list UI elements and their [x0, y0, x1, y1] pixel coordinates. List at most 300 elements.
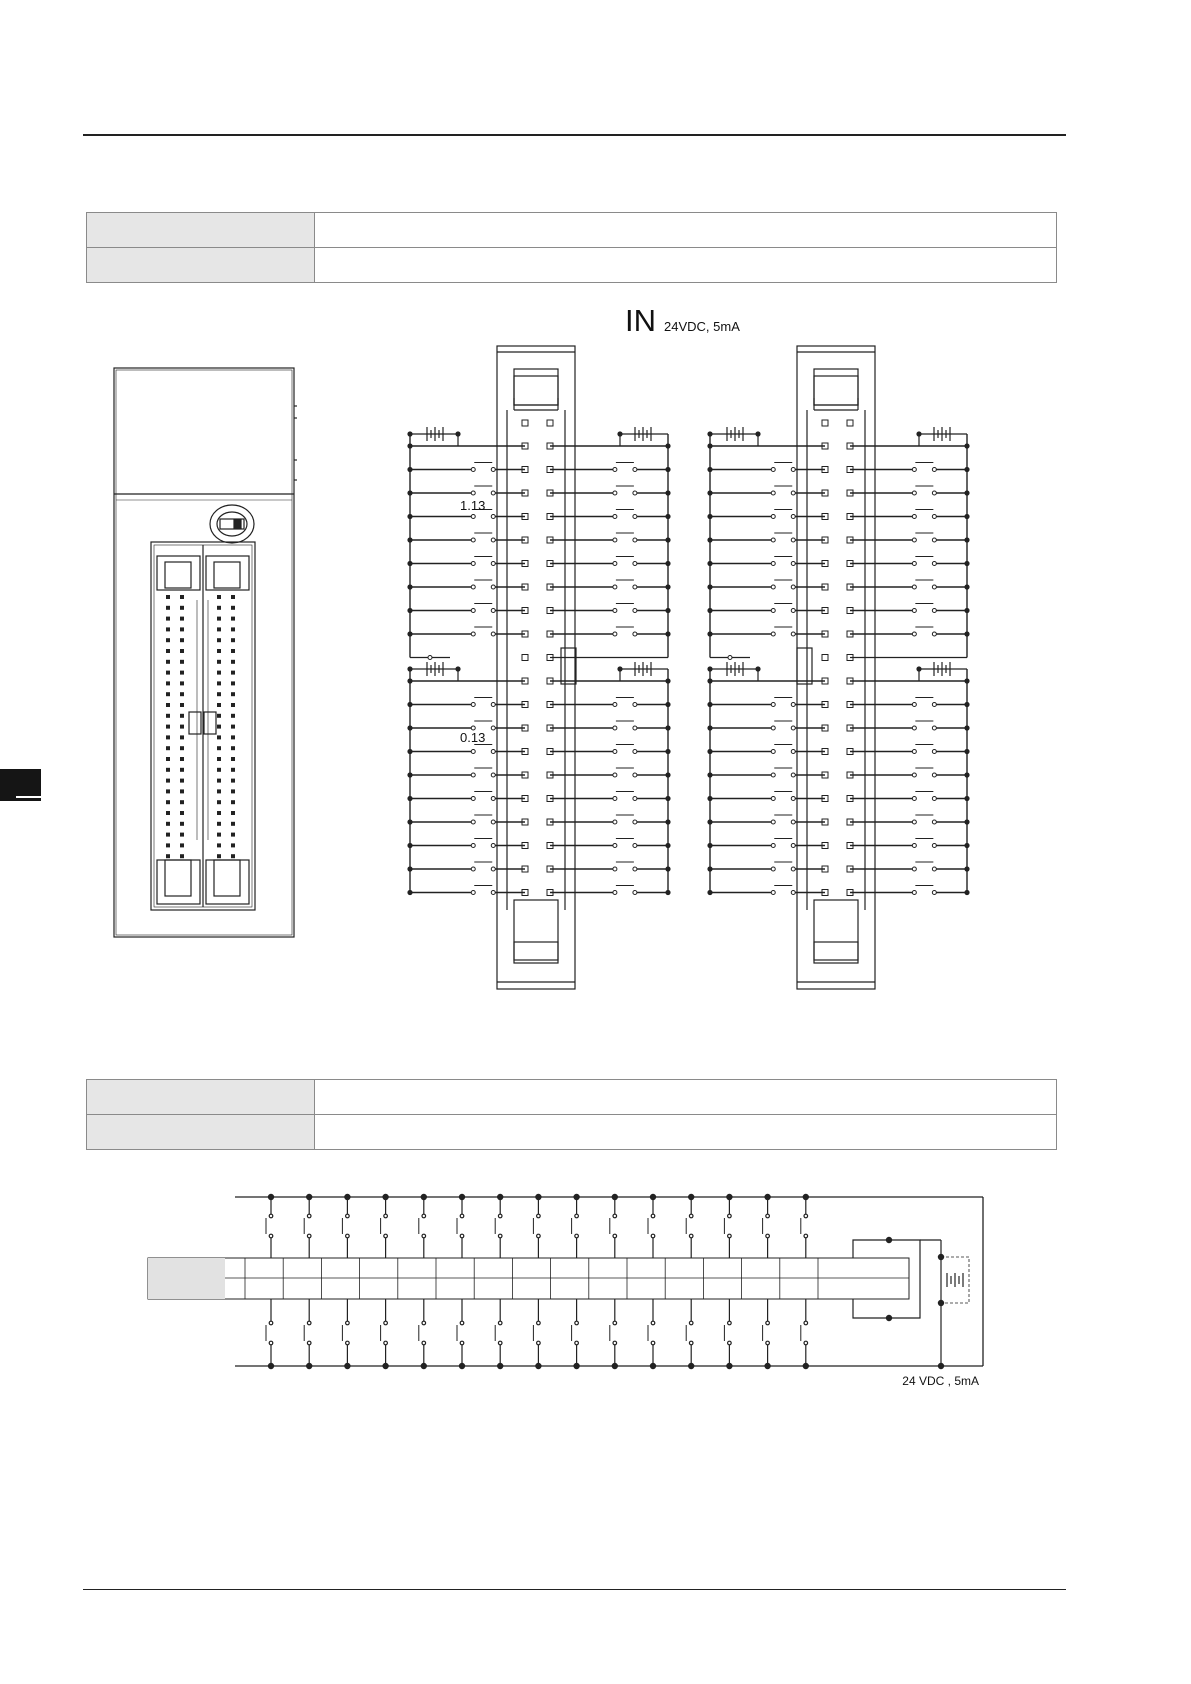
contact-point — [491, 632, 495, 636]
terminal-screw — [522, 420, 528, 426]
contact-point — [766, 1321, 770, 1325]
connector-pin — [166, 617, 170, 621]
contact-point — [471, 468, 475, 472]
contact-point — [471, 844, 475, 848]
junction-dot — [498, 1363, 503, 1368]
contact-point — [791, 867, 795, 871]
contact-point — [613, 562, 617, 566]
junction-dot — [755, 431, 760, 436]
contact-point — [932, 585, 936, 589]
junction-dot — [650, 1363, 655, 1368]
contact-point — [771, 585, 775, 589]
connector-pin — [217, 714, 221, 718]
connector-pin — [217, 822, 221, 826]
connector-pin — [217, 617, 221, 621]
connector-pin — [231, 725, 235, 729]
contact-point — [422, 1321, 426, 1325]
contact-point — [613, 750, 617, 754]
junction-dot — [916, 431, 921, 436]
connector-pin — [217, 638, 221, 642]
contact-point — [491, 609, 495, 613]
contact-point — [269, 1214, 273, 1218]
contact-point — [791, 844, 795, 848]
terminal-screw — [822, 420, 828, 426]
contact-point — [791, 468, 795, 472]
contact-point — [471, 703, 475, 707]
terminal-screw — [822, 655, 828, 661]
connector-pin — [231, 692, 235, 696]
connector-pin — [217, 595, 221, 599]
connector-pin — [180, 811, 184, 815]
connector-pin — [180, 681, 184, 685]
contact-point — [471, 609, 475, 613]
contact-point — [791, 773, 795, 777]
contact-point — [384, 1234, 388, 1238]
connector-pin — [166, 606, 170, 610]
contact-point — [491, 468, 495, 472]
junction-dot — [938, 1254, 943, 1259]
contact-point — [912, 562, 916, 566]
connector-pin — [180, 789, 184, 793]
connector-pin — [217, 660, 221, 664]
connector-pin — [180, 822, 184, 826]
connector-pin — [180, 692, 184, 696]
junction-dot — [307, 1363, 312, 1368]
wiring-left — [407, 420, 670, 896]
contact-point — [346, 1341, 350, 1345]
contact-point — [912, 844, 916, 848]
contact-point — [771, 562, 775, 566]
contact-point — [491, 820, 495, 824]
contact-point — [613, 797, 617, 801]
contact-point — [613, 1341, 617, 1345]
contact-point — [613, 1321, 617, 1325]
contact-point — [471, 491, 475, 495]
contact-point — [537, 1321, 541, 1325]
connector-pin — [231, 811, 235, 815]
contact-point — [471, 538, 475, 542]
contact-point — [771, 609, 775, 613]
contact-point — [791, 703, 795, 707]
contact-point — [537, 1214, 541, 1218]
contact-point — [771, 773, 775, 777]
connector-pin — [217, 854, 221, 858]
connector-pin — [166, 649, 170, 653]
connector-pin — [166, 800, 170, 804]
contact-point — [791, 609, 795, 613]
connector-pin — [217, 843, 221, 847]
contact-point — [491, 538, 495, 542]
contact-point — [932, 726, 936, 730]
contact-point — [766, 1214, 770, 1218]
junction-dot — [421, 1194, 426, 1199]
contact-point — [771, 867, 775, 871]
contact-point — [471, 585, 475, 589]
contact-point — [613, 703, 617, 707]
contact-point — [491, 703, 495, 707]
contact-point — [771, 726, 775, 730]
junction-dot — [803, 1194, 808, 1199]
contact-point — [932, 867, 936, 871]
connector-pin — [217, 833, 221, 837]
connector-pin — [180, 595, 184, 599]
connector-pin — [166, 779, 170, 783]
contact-point — [912, 538, 916, 542]
contact-point — [460, 1234, 464, 1238]
junction-dot — [916, 666, 921, 671]
contact-point — [269, 1321, 273, 1325]
contact-point — [613, 538, 617, 542]
contact-point — [613, 867, 617, 871]
contact-point — [804, 1234, 808, 1238]
connector-pin — [217, 800, 221, 804]
junction-dot — [383, 1363, 388, 1368]
connector-pin — [166, 854, 170, 858]
contact-point — [633, 703, 637, 707]
junction-dot — [459, 1194, 464, 1199]
contact-point — [422, 1214, 426, 1218]
contact-point — [791, 562, 795, 566]
contact-point — [932, 703, 936, 707]
contact-point — [613, 726, 617, 730]
contact-point — [728, 656, 732, 660]
contact-point — [804, 1341, 808, 1345]
connector-pin — [217, 681, 221, 685]
title-in: IN — [625, 303, 656, 338]
junction-dot — [268, 1194, 273, 1199]
group-label-upper: 1.13 — [460, 498, 486, 513]
connector-pin — [180, 779, 184, 783]
connector-pin — [166, 660, 170, 664]
contact-point — [791, 891, 795, 895]
connector-pin — [180, 703, 184, 707]
contact-point — [384, 1341, 388, 1345]
contact-point — [932, 773, 936, 777]
contact-point — [766, 1341, 770, 1345]
connector-pin — [166, 692, 170, 696]
contact-point — [346, 1234, 350, 1238]
contact-point — [912, 867, 916, 871]
contact-point — [491, 867, 495, 871]
connector-pin — [217, 735, 221, 739]
connector-pin — [217, 789, 221, 793]
contact-point — [471, 797, 475, 801]
connector-pin — [166, 735, 170, 739]
connector-pin — [166, 833, 170, 837]
junction-dot — [727, 1363, 732, 1368]
contact-point — [932, 632, 936, 636]
junction-dot — [886, 1315, 891, 1320]
contact-point — [791, 585, 795, 589]
junction-dot — [455, 666, 460, 671]
contact-point — [791, 820, 795, 824]
connector-pin — [166, 757, 170, 761]
junction-dot — [455, 431, 460, 436]
connector-pin — [166, 822, 170, 826]
junction-dot — [345, 1363, 350, 1368]
contact-point — [633, 468, 637, 472]
junction-dot — [612, 1363, 617, 1368]
contact-point — [633, 867, 637, 871]
contact-point — [912, 750, 916, 754]
contact-point — [771, 891, 775, 895]
junction-dot — [345, 1194, 350, 1199]
contact-point — [766, 1234, 770, 1238]
contact-point — [912, 773, 916, 777]
contact-point — [460, 1214, 464, 1218]
contact-point — [613, 585, 617, 589]
contact-point — [804, 1321, 808, 1325]
contact-point — [498, 1234, 502, 1238]
terminal-screw — [547, 420, 553, 426]
contact-point — [613, 515, 617, 519]
connector-pin — [166, 703, 170, 707]
contact-point — [471, 820, 475, 824]
contact-point — [633, 538, 637, 542]
contact-point — [633, 820, 637, 824]
contact-point — [651, 1214, 655, 1218]
connector-pin — [217, 649, 221, 653]
contact-point — [491, 750, 495, 754]
junction-dot — [421, 1363, 426, 1368]
contact-point — [689, 1321, 693, 1325]
contact-point — [791, 491, 795, 495]
contact-point — [498, 1214, 502, 1218]
contact-point — [932, 515, 936, 519]
contact-point — [804, 1214, 808, 1218]
junction-dot — [650, 1194, 655, 1199]
junction-dot — [689, 1194, 694, 1199]
contact-point — [912, 891, 916, 895]
connector-pin — [166, 768, 170, 772]
contact-point — [613, 468, 617, 472]
junction-dot — [574, 1363, 579, 1368]
contact-point — [471, 562, 475, 566]
connector-pin — [231, 649, 235, 653]
connector-pin — [180, 660, 184, 664]
contact-point — [771, 703, 775, 707]
junction-dot — [938, 1363, 943, 1368]
junction-dot — [727, 1194, 732, 1199]
connector-pin — [180, 746, 184, 750]
connector-pin — [231, 735, 235, 739]
connector-pin — [166, 843, 170, 847]
junction-dot — [536, 1194, 541, 1199]
connector-pin — [217, 692, 221, 696]
contact-point — [575, 1234, 579, 1238]
connector-pin — [231, 779, 235, 783]
connector-pin — [231, 833, 235, 837]
bottom-wiring-diagram — [148, 1194, 983, 1368]
contact-point — [307, 1341, 311, 1345]
contact-point — [307, 1214, 311, 1218]
connector-pin — [180, 725, 184, 729]
contact-point — [932, 609, 936, 613]
common-bracket — [853, 1240, 920, 1318]
connector-pin — [180, 649, 184, 653]
contact-point — [728, 1234, 732, 1238]
contact-point — [491, 844, 495, 848]
contact-point — [932, 844, 936, 848]
junction-dot — [617, 666, 622, 671]
contact-point — [633, 773, 637, 777]
connector-pin — [231, 617, 235, 621]
contact-point — [932, 820, 936, 824]
junction-dot — [803, 1363, 808, 1368]
connector-pin — [217, 811, 221, 815]
contact-point — [633, 515, 637, 519]
contact-point — [689, 1214, 693, 1218]
contact-point — [307, 1321, 311, 1325]
junction-dot — [938, 1300, 943, 1305]
contact-point — [912, 515, 916, 519]
contact-point — [613, 491, 617, 495]
contact-point — [613, 820, 617, 824]
connector-pin — [231, 789, 235, 793]
connector-pin — [231, 627, 235, 631]
contact-point — [912, 468, 916, 472]
contact-point — [932, 562, 936, 566]
contact-point — [728, 1214, 732, 1218]
contact-point — [912, 609, 916, 613]
junction-dot — [307, 1194, 312, 1199]
contact-point — [791, 515, 795, 519]
contact-point — [791, 726, 795, 730]
contact-point — [932, 750, 936, 754]
terminal-screw — [522, 655, 528, 661]
connector-pin — [180, 757, 184, 761]
contact-point — [491, 515, 495, 519]
supply-label: 24 VDC , 5mA — [902, 1374, 979, 1388]
connector-pin — [217, 746, 221, 750]
contact-point — [791, 750, 795, 754]
group-label-lower: 0.13 — [460, 730, 486, 745]
contact-point — [307, 1234, 311, 1238]
junction-dot — [612, 1194, 617, 1199]
contact-point — [269, 1341, 273, 1345]
connector-pin — [231, 854, 235, 858]
connector-pin — [217, 779, 221, 783]
connector-pin — [231, 757, 235, 761]
contact-point — [689, 1341, 693, 1345]
connector-pin — [166, 725, 170, 729]
contact-point — [633, 750, 637, 754]
contact-point — [471, 773, 475, 777]
contact-point — [613, 891, 617, 895]
connector-pin — [231, 595, 235, 599]
contact-point — [932, 538, 936, 542]
connector-pin — [180, 714, 184, 718]
contact-point — [771, 797, 775, 801]
contact-point — [460, 1341, 464, 1345]
contact-point — [537, 1234, 541, 1238]
junction-dot — [886, 1237, 891, 1242]
contact-point — [613, 1234, 617, 1238]
contact-point — [791, 538, 795, 542]
junction-dot — [383, 1194, 388, 1199]
contact-point — [912, 491, 916, 495]
contact-point — [771, 632, 775, 636]
connector-pin — [166, 595, 170, 599]
contact-point — [491, 491, 495, 495]
title-supply: 24VDC, 5mA — [664, 319, 740, 334]
connector-pin — [231, 606, 235, 610]
contact-point — [771, 468, 775, 472]
contact-point — [491, 797, 495, 801]
contact-point — [471, 632, 475, 636]
contact-point — [269, 1234, 273, 1238]
connector-pin — [217, 606, 221, 610]
connector-pin — [217, 757, 221, 761]
contact-point — [633, 632, 637, 636]
contact-point — [771, 750, 775, 754]
contact-point — [912, 703, 916, 707]
junction-dot — [459, 1363, 464, 1368]
junction-dot — [617, 431, 622, 436]
module-drawing — [114, 368, 297, 937]
connector-pin — [231, 671, 235, 675]
contact-point — [471, 891, 475, 895]
contact-point — [346, 1321, 350, 1325]
junction-dot — [574, 1194, 579, 1199]
contact-point — [633, 491, 637, 495]
contact-point — [471, 867, 475, 871]
contact-point — [422, 1341, 426, 1345]
connector-pin — [231, 703, 235, 707]
contact-point — [575, 1214, 579, 1218]
contact-point — [791, 797, 795, 801]
contact-point — [932, 797, 936, 801]
contact-point — [651, 1234, 655, 1238]
contact-point — [633, 844, 637, 848]
contact-point — [460, 1321, 464, 1325]
connector-pin — [231, 638, 235, 642]
connector-pin — [231, 681, 235, 685]
contact-point — [633, 726, 637, 730]
contact-point — [932, 891, 936, 895]
connector-pin — [166, 789, 170, 793]
connector-pin — [166, 746, 170, 750]
junction-dot — [498, 1194, 503, 1199]
connector-pin — [231, 800, 235, 804]
contact-point — [651, 1341, 655, 1345]
contact-point — [912, 797, 916, 801]
contact-point — [537, 1341, 541, 1345]
connector-pin — [217, 725, 221, 729]
connector-pin — [231, 822, 235, 826]
connector-pin — [180, 768, 184, 772]
contact-point — [771, 491, 775, 495]
connector-pin — [180, 606, 184, 610]
contact-point — [471, 750, 475, 754]
connector-pin — [231, 843, 235, 847]
connector-pin — [217, 768, 221, 772]
connector-pin — [180, 671, 184, 675]
contact-point — [728, 1341, 732, 1345]
contact-point — [491, 726, 495, 730]
connector-pin — [166, 811, 170, 815]
contact-point — [498, 1341, 502, 1345]
connector-pin — [231, 746, 235, 750]
connector-pin — [180, 843, 184, 847]
contact-point — [689, 1234, 693, 1238]
contact-point — [471, 515, 475, 519]
contact-point — [422, 1234, 426, 1238]
contact-point — [346, 1214, 350, 1218]
contact-point — [932, 468, 936, 472]
contact-point — [728, 1321, 732, 1325]
terminal-screw — [847, 420, 853, 426]
